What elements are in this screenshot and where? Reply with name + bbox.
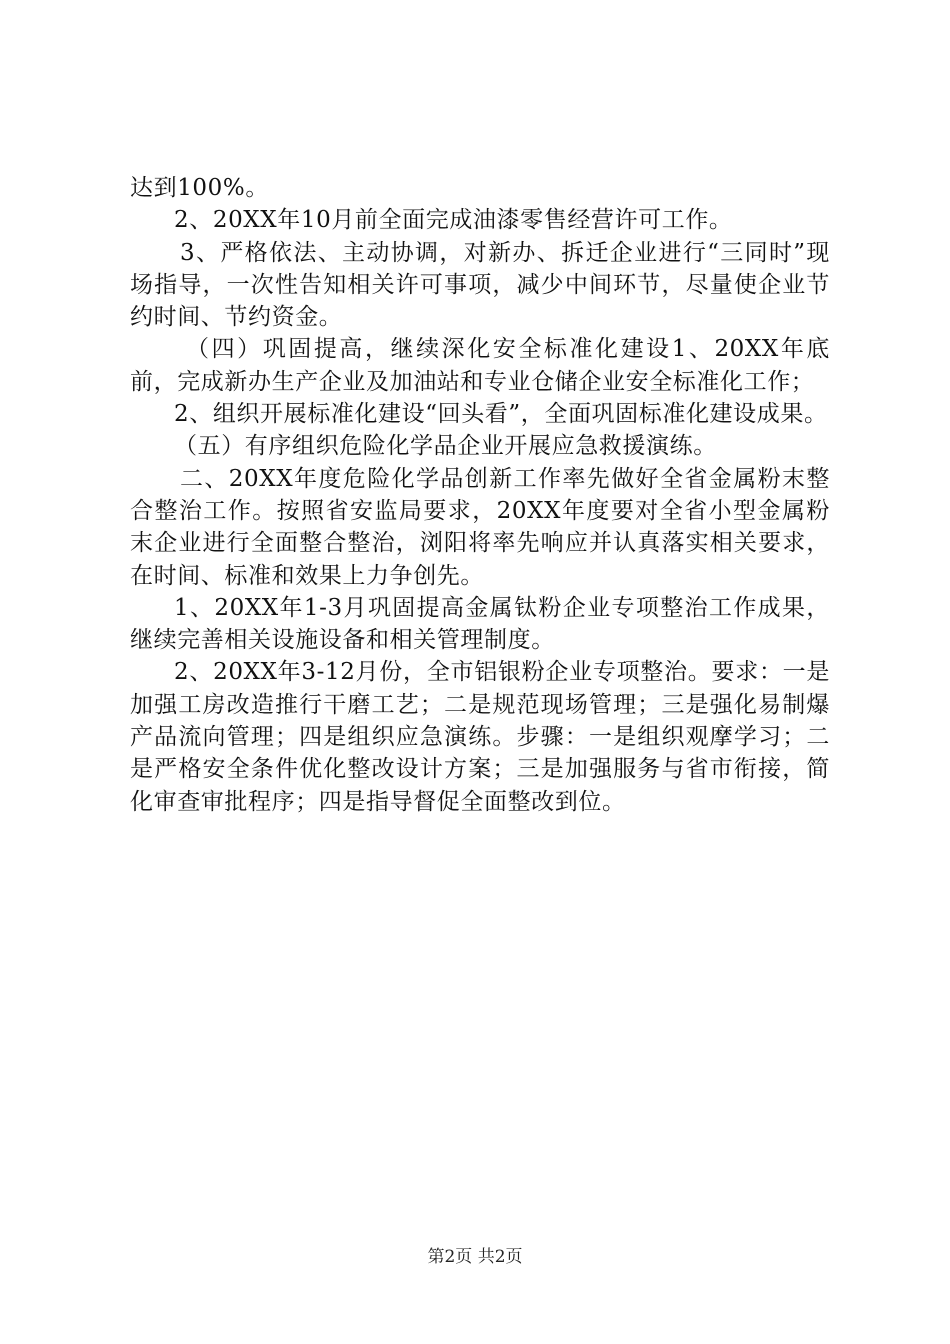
paragraph-part-2: 二、20XX年度危险化学品创新工作率先做好全省金属粉末整合整治工作。按照省安监局要求，20XX年度要对全省小型金属粉末企业进行全面整合整治，浏阳将率先响应并认真落实相关要求，在时间、标准和效果上力争创先。 [130,465,830,589]
document-body [130,172,830,818]
paragraph-section-4: （四）巩固提高，继续深化安全标准化建设1、20XX年底前，完成新办生产企业及加油站和专业仓储企业安全标准化工作； [130,336,830,395]
paragraph-section-5: （五）有序组织危险化学品企业开展应急救援演练。 [174,433,717,460]
paragraph-continuation: 达到100%。 [130,175,269,201]
paragraph-part-2-item-1: 1、20XX年1-3月巩固提高金属钛粉企业专项整治工作成果，继续完善相关设施设备和相关管理制度。 [130,594,830,654]
page-number-footer: 第2页 共2页 [427,1247,523,1267]
paragraph-item-3: 3、严格依法、主动协调，对新办、拆迁企业进行“三同时”现场指导，一次性告知相关许可事项，减少中间环节，尽量使企业节约时间、节约资金。 [130,239,830,331]
paragraph-item-2: 2、20XX年10月前全面完成油漆零售经营许可工作。 [174,207,733,234]
paragraph-part-2-item-2: 2、20XX年3-12月份，全市铝银粉企业专项整治。要求：一是加强工房改造推行干磨工艺；二是规范现场管理；三是强化易制爆产品流向管理；四是组织应急演练。步骤：一是组织观摩学习；二是严格安全条件优化整改设计方案；三是加强服务与省市衔接，简化审查审批程序；四是指导督促全面整改到位。 [130,659,830,815]
paragraph-section-4-item-2: 2、组织开展标准化建设“回头看”，全面巩固标准化建设成果。 [174,401,828,428]
